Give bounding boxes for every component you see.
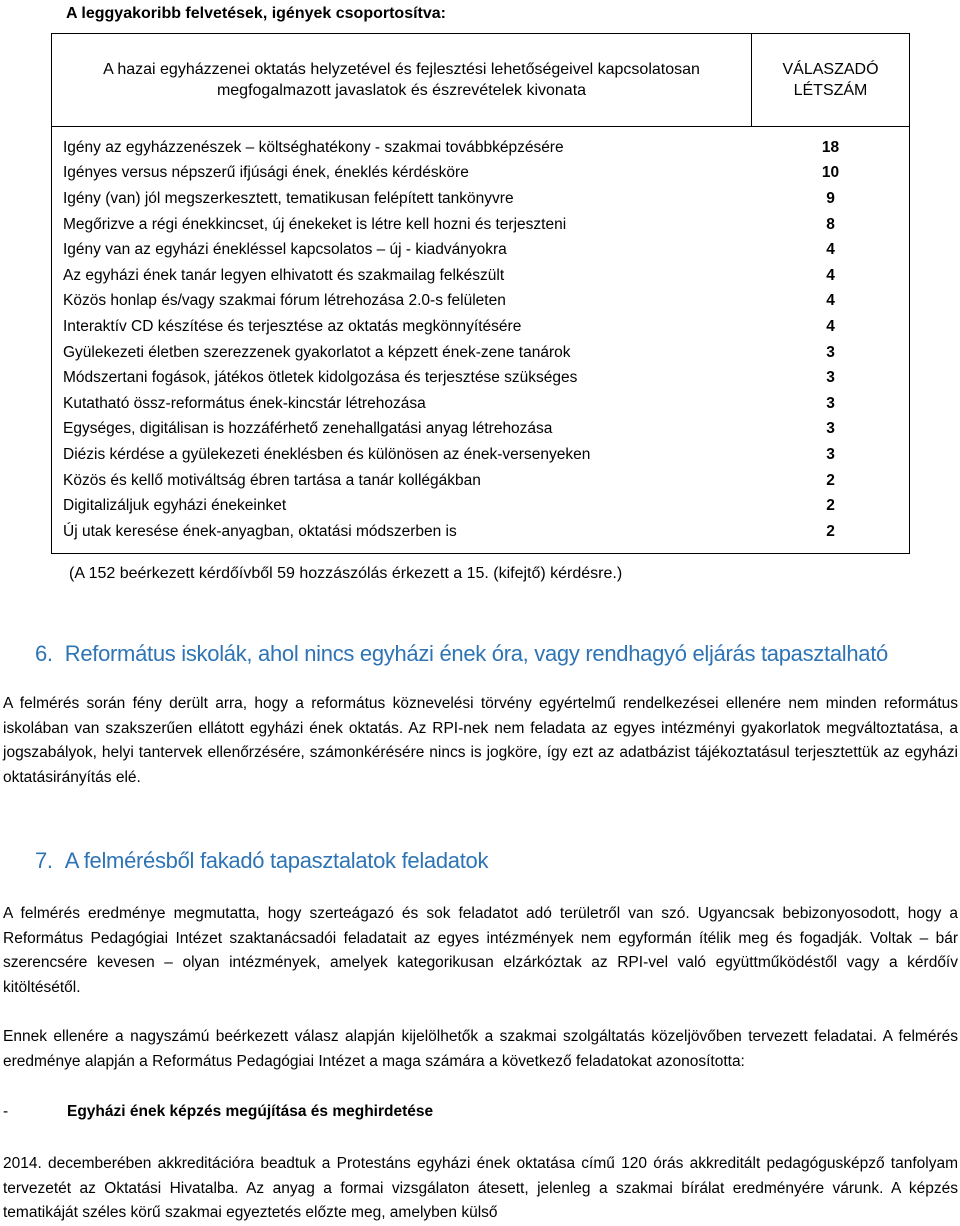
chapter-7-paragraph-1: A felmérés eredménye megmutatta, hogy szerteágazó és sok feladatot adó területről van szó. Ugyancsak bebizonyosodott, hogy a Református Pedagógiai Intézet szaktanácsadói feladatait az egyes intézmények nem egyformán ítélik meg és fogadják. Voltak – bár szerencsére kevesen – olyan intézmények, amelyek kategorikusan elzárkóztak az RPI-vel való együttműködéstől vagy a kérdőív kitöltésétől. bbox=[3, 905, 958, 996]
row-topic: Az egyházi ének tanár legyen elhivatott és szakmailag felkészült bbox=[63, 266, 505, 284]
table-header-row bbox=[52, 34, 910, 127]
row-count: 8 bbox=[826, 215, 835, 233]
header-topic: A hazai egyházzenei oktatás helyzetével és fejlesztési lehetőségeivel kapcsolatosan megfogalmazott javaslatok és észrevételek kivonata bbox=[52, 34, 752, 127]
row-count: 3 bbox=[826, 420, 835, 438]
row-topic: Megőrizve a régi énekkincset, új énekeket is létre kell hozni és terjeszteni bbox=[63, 215, 567, 233]
table-row bbox=[52, 212, 909, 238]
row-topic: Közös és kellő motiváltság ébren tartása a tanár kollégákban bbox=[63, 471, 481, 489]
table-row bbox=[52, 340, 909, 366]
row-topic: Igény az egyházzenészek – költséghatékony - szakmai továbbképzésére bbox=[63, 138, 564, 156]
bullet-text: Egyházi ének képzés megújítása és meghirdetése bbox=[67, 1103, 434, 1120]
row-topic: Igényes versus népszerű ifjúsági ének, éneklés kérdésköre bbox=[63, 164, 469, 182]
section-heading: A leggyakoribb felvetések, igények csoportosítva: bbox=[66, 5, 446, 22]
row-count: 10 bbox=[821, 164, 840, 182]
chapter-6-title bbox=[35, 640, 888, 668]
chapter-7-title-text: A felmérésből fakadó tapasztalatok feladatok bbox=[64, 848, 489, 873]
header-count: VÁLASZADÓ LÉTSZÁM bbox=[752, 34, 910, 127]
chapter-7-title bbox=[35, 847, 488, 875]
summary-table bbox=[51, 33, 910, 554]
table-row bbox=[52, 442, 909, 468]
item-list bbox=[52, 135, 909, 545]
row-count: 9 bbox=[826, 189, 835, 207]
row-topic: Gyülekezeti életben szerezzenek gyakorlatot a képzett ének-zene tanárok bbox=[63, 343, 571, 361]
table-row bbox=[52, 161, 909, 187]
row-topic: Új utak keresése ének-anyagban, oktatási módszerben is bbox=[63, 522, 457, 540]
table-row bbox=[52, 135, 909, 161]
row-count: 18 bbox=[821, 138, 840, 156]
row-topic: Egységes, digitálisan is hozzáférhető zenehallgatási anyag létrehozása bbox=[63, 420, 553, 438]
row-count: 4 bbox=[826, 241, 835, 259]
table-row bbox=[52, 263, 909, 289]
row-count: 4 bbox=[826, 266, 835, 284]
row-count: 4 bbox=[826, 292, 835, 310]
row-count: 3 bbox=[826, 343, 835, 361]
row-count: 4 bbox=[826, 317, 835, 335]
table-row bbox=[52, 493, 909, 519]
table-body-cell bbox=[52, 127, 910, 554]
row-topic: Interaktív CD készítése és terjesztése az oktatás megkönnyítésére bbox=[63, 317, 522, 335]
table-row bbox=[52, 314, 909, 340]
row-topic: Igény van az egyházi énekléssel kapcsolatos – új - kiadványokra bbox=[63, 241, 507, 259]
chapter-7-number: 7. bbox=[35, 848, 53, 873]
response-note: (A 152 beérkezett kérdőívből 59 hozzászólás érkezett a 15. (kifejtő) kérdésre.) bbox=[69, 565, 623, 582]
chapter-7-paragraph-3: 2014. decemberében akkreditációra beadtuk a Protestáns egyházi ének oktatása című 120 órás akkreditált pedagógusképző tanfolyam tervezetét az Oktatási Hivatalba. Az anyag a formai vizsgálaton átesett, jelenleg a szakmai bírálat eredményére várunk. A képzés tematikáját széles körű szakmai egyeztetés előzte meg, amelyben külső bbox=[3, 1155, 958, 1221]
row-count: 2 bbox=[826, 497, 835, 515]
table-row bbox=[52, 417, 909, 443]
table-row bbox=[52, 365, 909, 391]
table-row bbox=[52, 391, 909, 417]
row-topic: Módszertani fogások, játékos ötletek kidolgozása és terjesztése szükséges bbox=[63, 369, 578, 387]
row-topic: Digitalizáljuk egyházi énekeinket bbox=[63, 497, 287, 515]
row-count: 3 bbox=[826, 369, 835, 387]
row-count: 3 bbox=[826, 445, 835, 463]
chapter-6-paragraph: A felmérés során fény derült arra, hogy a református köznevelési törvény egyértelmű rendelkezései ellenére nem minden református iskolában van szakszerűen ellátott egyházi ének oktatás. Az RPI-nek nem feladata az egyes intézményi gyakorlatok megváltoztatása, a jogszabályok, helyi tantervek ellenőrzésére, számonkérésére nincs is jogköre, így ezt az adatbázist tájékoztatásul terjesztettük az egyházi oktatásirányítás elé. bbox=[3, 695, 958, 786]
row-topic: Közös honlap és/vagy szakmai fórum létrehozása 2.0-s felületen bbox=[63, 292, 506, 310]
row-count: 2 bbox=[826, 522, 835, 540]
row-count: 2 bbox=[826, 471, 835, 489]
row-count: 3 bbox=[826, 394, 835, 412]
table-row bbox=[52, 468, 909, 494]
task-bullet bbox=[3, 1100, 433, 1124]
table-row bbox=[52, 289, 909, 315]
chapter-6-title-text: Református iskolák, ahol nincs egyházi ének óra, vagy rendhagyó eljárás tapasztalható bbox=[64, 641, 888, 666]
chapter-7-paragraph-2: Ennek ellenére a nagyszámú beérkezett válasz alapján kijelölhetők a szakmai szolgáltatás közeljövőben tervezett feladatai. A felmérés eredménye alapján a Református Pedagógiai Intézet a maga számára a következő feladatokat azonosította: bbox=[3, 1028, 958, 1070]
row-topic: Diézis kérdése a gyülekezeti éneklésben és különösen az ének-versenyeken bbox=[63, 445, 591, 463]
table-row bbox=[52, 519, 909, 545]
chapter-6-number: 6. bbox=[35, 641, 53, 666]
row-topic: Igény (van) jól megszerkesztett, tematikusan felépített tankönyvre bbox=[63, 189, 514, 207]
table-row bbox=[52, 186, 909, 212]
table-row bbox=[52, 237, 909, 263]
row-topic: Kutatható össz-református ének-kincstár létrehozása bbox=[63, 394, 426, 412]
bullet-dash: - bbox=[3, 1103, 9, 1120]
